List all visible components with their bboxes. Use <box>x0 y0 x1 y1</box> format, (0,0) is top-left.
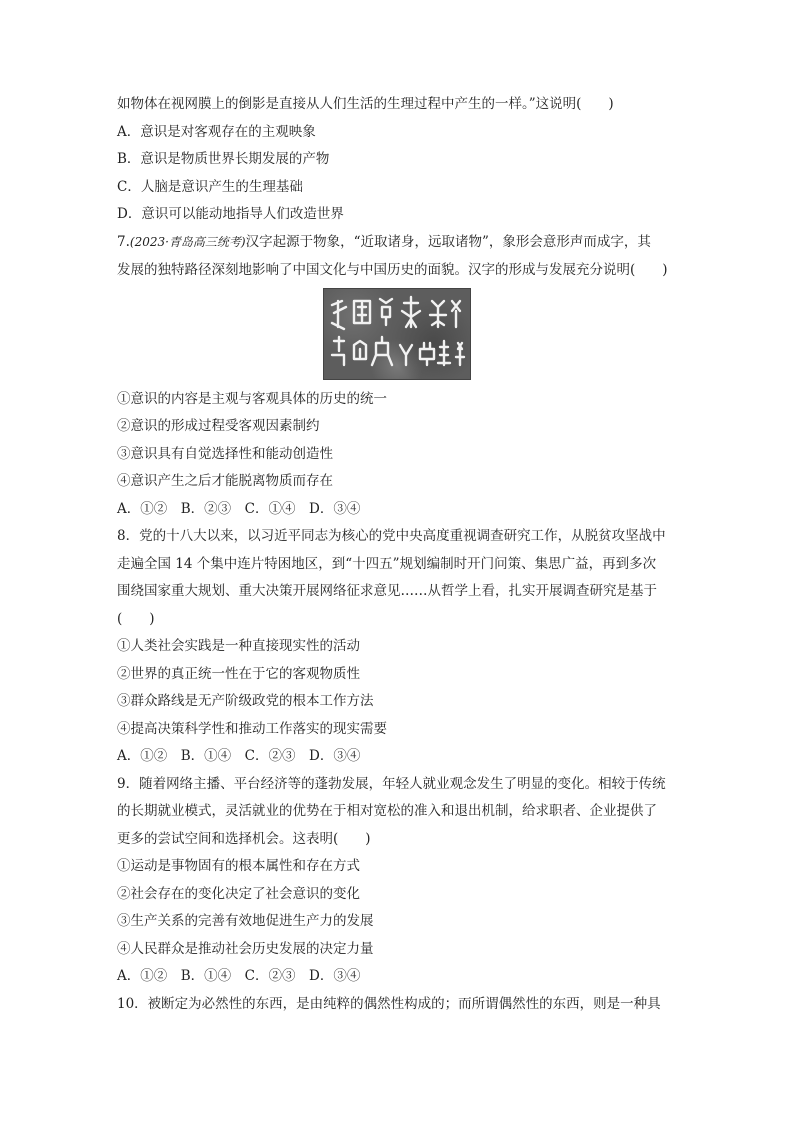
q9-item-3: ③生产关系的完善有效地促进生产力的发展 <box>117 913 374 929</box>
q9-stem-line2: 的长期就业模式，灵活就业的优势在于相对宽松的准入和退出机制，给求职者、企业提供了 <box>117 803 657 819</box>
q7-stem-line1 <box>117 233 651 251</box>
q7-item-1: ①意识的内容是主观与客观具体的历史的统一 <box>117 391 387 407</box>
q7-choices: A．①② B．②③ C．①④ D．③④ <box>117 501 361 517</box>
q6-stem-cont: 如物体在视网膜上的倒影是直接从人们生活的生理过程中产生的一样。”这说明( ) <box>117 96 614 112</box>
q8-item-3: ③群众路线是无产阶级政党的根本工作方法 <box>117 693 374 709</box>
q6-option-a: A．意识是对客观存在的主观映象 <box>117 124 316 140</box>
q8-item-4: ④提高决策科学性和推动工作落实的现实需要 <box>117 721 387 737</box>
q8-stem-line3: 围绕国家重大规划、重大决策开展网络征求意见……从哲学上看，扎实开展调查研究是基于 <box>117 583 657 599</box>
q7-source: (2023·青岛高三统考) <box>129 235 246 249</box>
q9-stem-line1: 9．随着网络主播、平台经济等的蓬勃发展，年轻人就业观念发生了明显的变化。相较于传统 <box>117 776 666 792</box>
q7-stem-text: 汉字起源于物象，“近取诸身，远取诸物”，象形会意形声而成字，其 <box>245 234 651 250</box>
q9-item-4: ④人民群众是推动社会历史发展的决定力量 <box>117 941 374 957</box>
q9-choices: A．①② B．①④ C．②③ D．③④ <box>117 968 361 984</box>
q7-item-4: ④意识产生之后才能脱离物质而存在 <box>117 473 333 489</box>
q8-stem-line1: 8．党的十八大以来，以习近平同志为核心的党中央高度重视调查研究工作，从脱贫攻坚战中 <box>117 528 666 544</box>
oracle-bone-characters-image <box>323 288 471 380</box>
q7-stem-line2: 发展的独特路径深刻地影响了中国文化与中国历史的面貌。汉字的形成与发展充分说明( ) <box>117 262 668 278</box>
q7-item-3: ③意识具有自觉选择性和能动创造性 <box>117 446 333 462</box>
q9-stem-line3: 更多的尝试空间和选择机会。这表明( ) <box>117 831 371 847</box>
q10-stem-line1: 10．被断定为必然性的东西，是由纯粹的偶然性构成的；而所谓偶然性的东西，则是一种具 <box>117 996 661 1012</box>
q7-number: 7. <box>117 234 130 250</box>
q6-option-d: D．意识可以能动地指导人们改造世界 <box>117 206 344 222</box>
q6-option-b: B．意识是物质世界长期发展的产物 <box>117 151 330 167</box>
oracle-glyphs-drawing <box>324 289 470 379</box>
q8-item-1: ①人类社会实践是一种直接现实性的活动 <box>117 638 360 654</box>
q9-item-1: ①运动是事物固有的根本属性和存在方式 <box>117 858 360 874</box>
q6-option-c: C．人脑是意识产生的生理基础 <box>117 179 303 195</box>
q8-stem-line4: ( ) <box>117 611 155 627</box>
q8-choices: A．①② B．①④ C．②③ D．③④ <box>117 748 361 764</box>
q8-item-2: ②世界的真正统一性在于它的客观物质性 <box>117 666 360 682</box>
q9-item-2: ②社会存在的变化决定了社会意识的变化 <box>117 886 360 902</box>
q7-item-2: ②意识的形成过程受客观因素制约 <box>117 418 320 434</box>
q8-stem-line2: 走遍全国 14 个集中连片特困地区，到“十四五”规划编制时开门问策、集思广益，再到多次 <box>117 556 657 572</box>
